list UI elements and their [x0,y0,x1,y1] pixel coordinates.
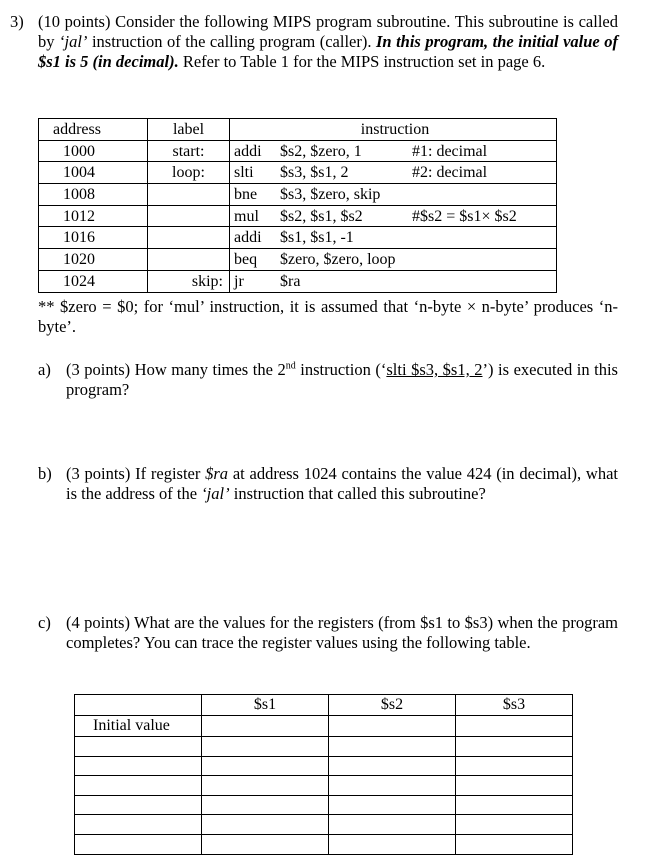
part-a-text-after: ’) is executed in this program? [66,360,618,399]
trace-cell[interactable] [456,776,573,796]
trace-row [75,815,573,835]
trace-cell[interactable] [329,716,456,737]
code-address: 1008 [39,184,148,206]
operands: $zero, $zero, loop [280,250,396,268]
slti-instruction-ref: slti $s3, $s1, 2 [386,360,483,379]
trace-row [75,834,573,854]
code-instruction [230,227,557,249]
trace-cell[interactable] [456,795,573,815]
code-row [39,205,557,227]
operands: $s2, $s1, $s2 [280,207,363,225]
trace-cell[interactable] [456,815,573,835]
code-row [39,140,557,162]
trace-cell[interactable] [456,716,573,737]
opcode: beq [234,250,258,268]
trace-cell[interactable] [75,815,202,835]
code-address: 1012 [39,205,148,227]
code-instruction [230,184,557,206]
part-b-text [66,464,618,504]
jal-ref: ‘jal’ [201,484,230,503]
part-b-text-before: (3 points) If register [66,464,206,483]
header-label: label [148,119,230,141]
code-instruction [230,162,557,184]
code-label [148,227,230,249]
part-b-text-mid: at address 1024 contains the value 424 (in decimal), what is the address of the [66,464,618,503]
comment: #2: decimal [412,164,488,182]
header-instruction: instruction [230,119,557,141]
part-b-text-after: instruction that called this subroutine? [229,484,486,503]
question-number: 3) [10,12,24,31]
trace-cell[interactable] [329,776,456,796]
mips-code-table [38,118,557,293]
part-b-label: b) [38,464,52,483]
part-b [38,464,618,528]
part-c-label: c) [38,613,51,632]
header-address: address [39,119,148,141]
trace-cell[interactable] [456,756,573,776]
trace-cell[interactable] [202,716,329,737]
question-intro-3: Refer to Table 1 for the MIPS instruction set in page 6. [178,52,546,71]
opcode: slti [234,164,254,182]
footnote: ** $zero = $0; for ‘mul’ instruction, it is assumed that ‘n-byte × n-byte’ produces ‘n-byte’. [38,297,618,336]
question-points: (10 points) [38,12,111,31]
trace-header-s3: $s3 [456,695,573,716]
code-address: 1020 [39,249,148,271]
trace-row-label: Initial value [75,716,202,737]
operands: $ra [280,272,301,290]
code-label [148,249,230,271]
trace-header-row [75,695,573,716]
operands: $s3, $s1, 2 [280,164,349,182]
comment: #$s2 = $s1× $s2 [412,207,517,225]
code-instruction [230,205,557,227]
code-instruction [230,249,557,271]
part-a-text-mid: instruction (‘ [295,360,387,379]
opcode: addi [234,229,262,247]
code-label: loop: [148,162,230,184]
trace-cell[interactable] [75,756,202,776]
operands: $s3, $zero, skip [280,185,381,203]
trace-cell[interactable] [202,756,329,776]
trace-row [75,716,573,737]
code-address: 1024 [39,270,148,292]
code-label [148,205,230,227]
opcode: jr [234,272,244,290]
trace-cell[interactable] [329,737,456,757]
code-address: 1000 [39,140,148,162]
part-a-text [66,360,618,400]
ordinal-suffix: nd [285,360,296,372]
trace-row [75,737,573,757]
comment: #1: decimal [412,142,488,160]
trace-cell[interactable] [202,815,329,835]
trace-cell[interactable] [202,776,329,796]
question-intro-2: instruction of the calling program (caller). [87,32,376,51]
register-trace-table [74,694,573,855]
code-instruction [230,140,557,162]
trace-cell[interactable] [75,795,202,815]
opcode: mul [234,207,259,225]
question-intro: Consider the following MIPS program subroutine. This subroutine is called by [38,12,618,51]
trace-cell[interactable] [456,834,573,854]
code-row [39,249,557,271]
part-c [38,613,618,677]
opcode: addi [234,142,262,160]
code-row [39,227,557,249]
trace-cell[interactable] [456,737,573,757]
jal-term: ‘jal’ [59,32,88,51]
code-address: 1016 [39,227,148,249]
code-address: 1004 [39,162,148,184]
opcode: bne [234,185,258,203]
part-c-text: (4 points) What are the values for the registers (from $s1 to $s3) when the program completes? You can trace the register values using the following table. [66,613,618,652]
code-label: start: [148,140,230,162]
code-label: skip: [148,270,230,292]
trace-row [75,756,573,776]
question-emphasis: In this program, the initial value of $s1 is 5 (in decimal). [38,32,619,71]
trace-cell[interactable] [202,795,329,815]
part-a-label: a) [38,360,51,379]
trace-row [75,795,573,815]
code-row [39,162,557,184]
code-row [39,270,557,292]
trace-cell[interactable] [329,834,456,854]
operands: $s1, $s1, -1 [280,229,354,247]
ra-register: $ra [205,464,229,483]
trace-cell[interactable] [202,737,329,757]
trace-cell[interactable] [329,815,456,835]
question-text [38,12,618,72]
trace-cell[interactable] [202,834,329,854]
trace-cell[interactable] [75,834,202,854]
trace-cell[interactable] [75,776,202,796]
part-a [38,360,618,404]
code-table-header [39,119,557,141]
trace-cell[interactable] [329,756,456,776]
operands: $s2, $zero, 1 [280,142,362,160]
trace-header-s1: $s1 [202,695,329,716]
code-instruction [230,270,557,292]
part-a-text-before: (3 points) How many times the 2 [66,360,286,379]
trace-header-blank [75,695,202,716]
trace-header-s2: $s2 [329,695,456,716]
trace-cell[interactable] [75,737,202,757]
trace-cell[interactable] [329,795,456,815]
code-label [148,184,230,206]
trace-row [75,776,573,796]
code-row [39,184,557,206]
